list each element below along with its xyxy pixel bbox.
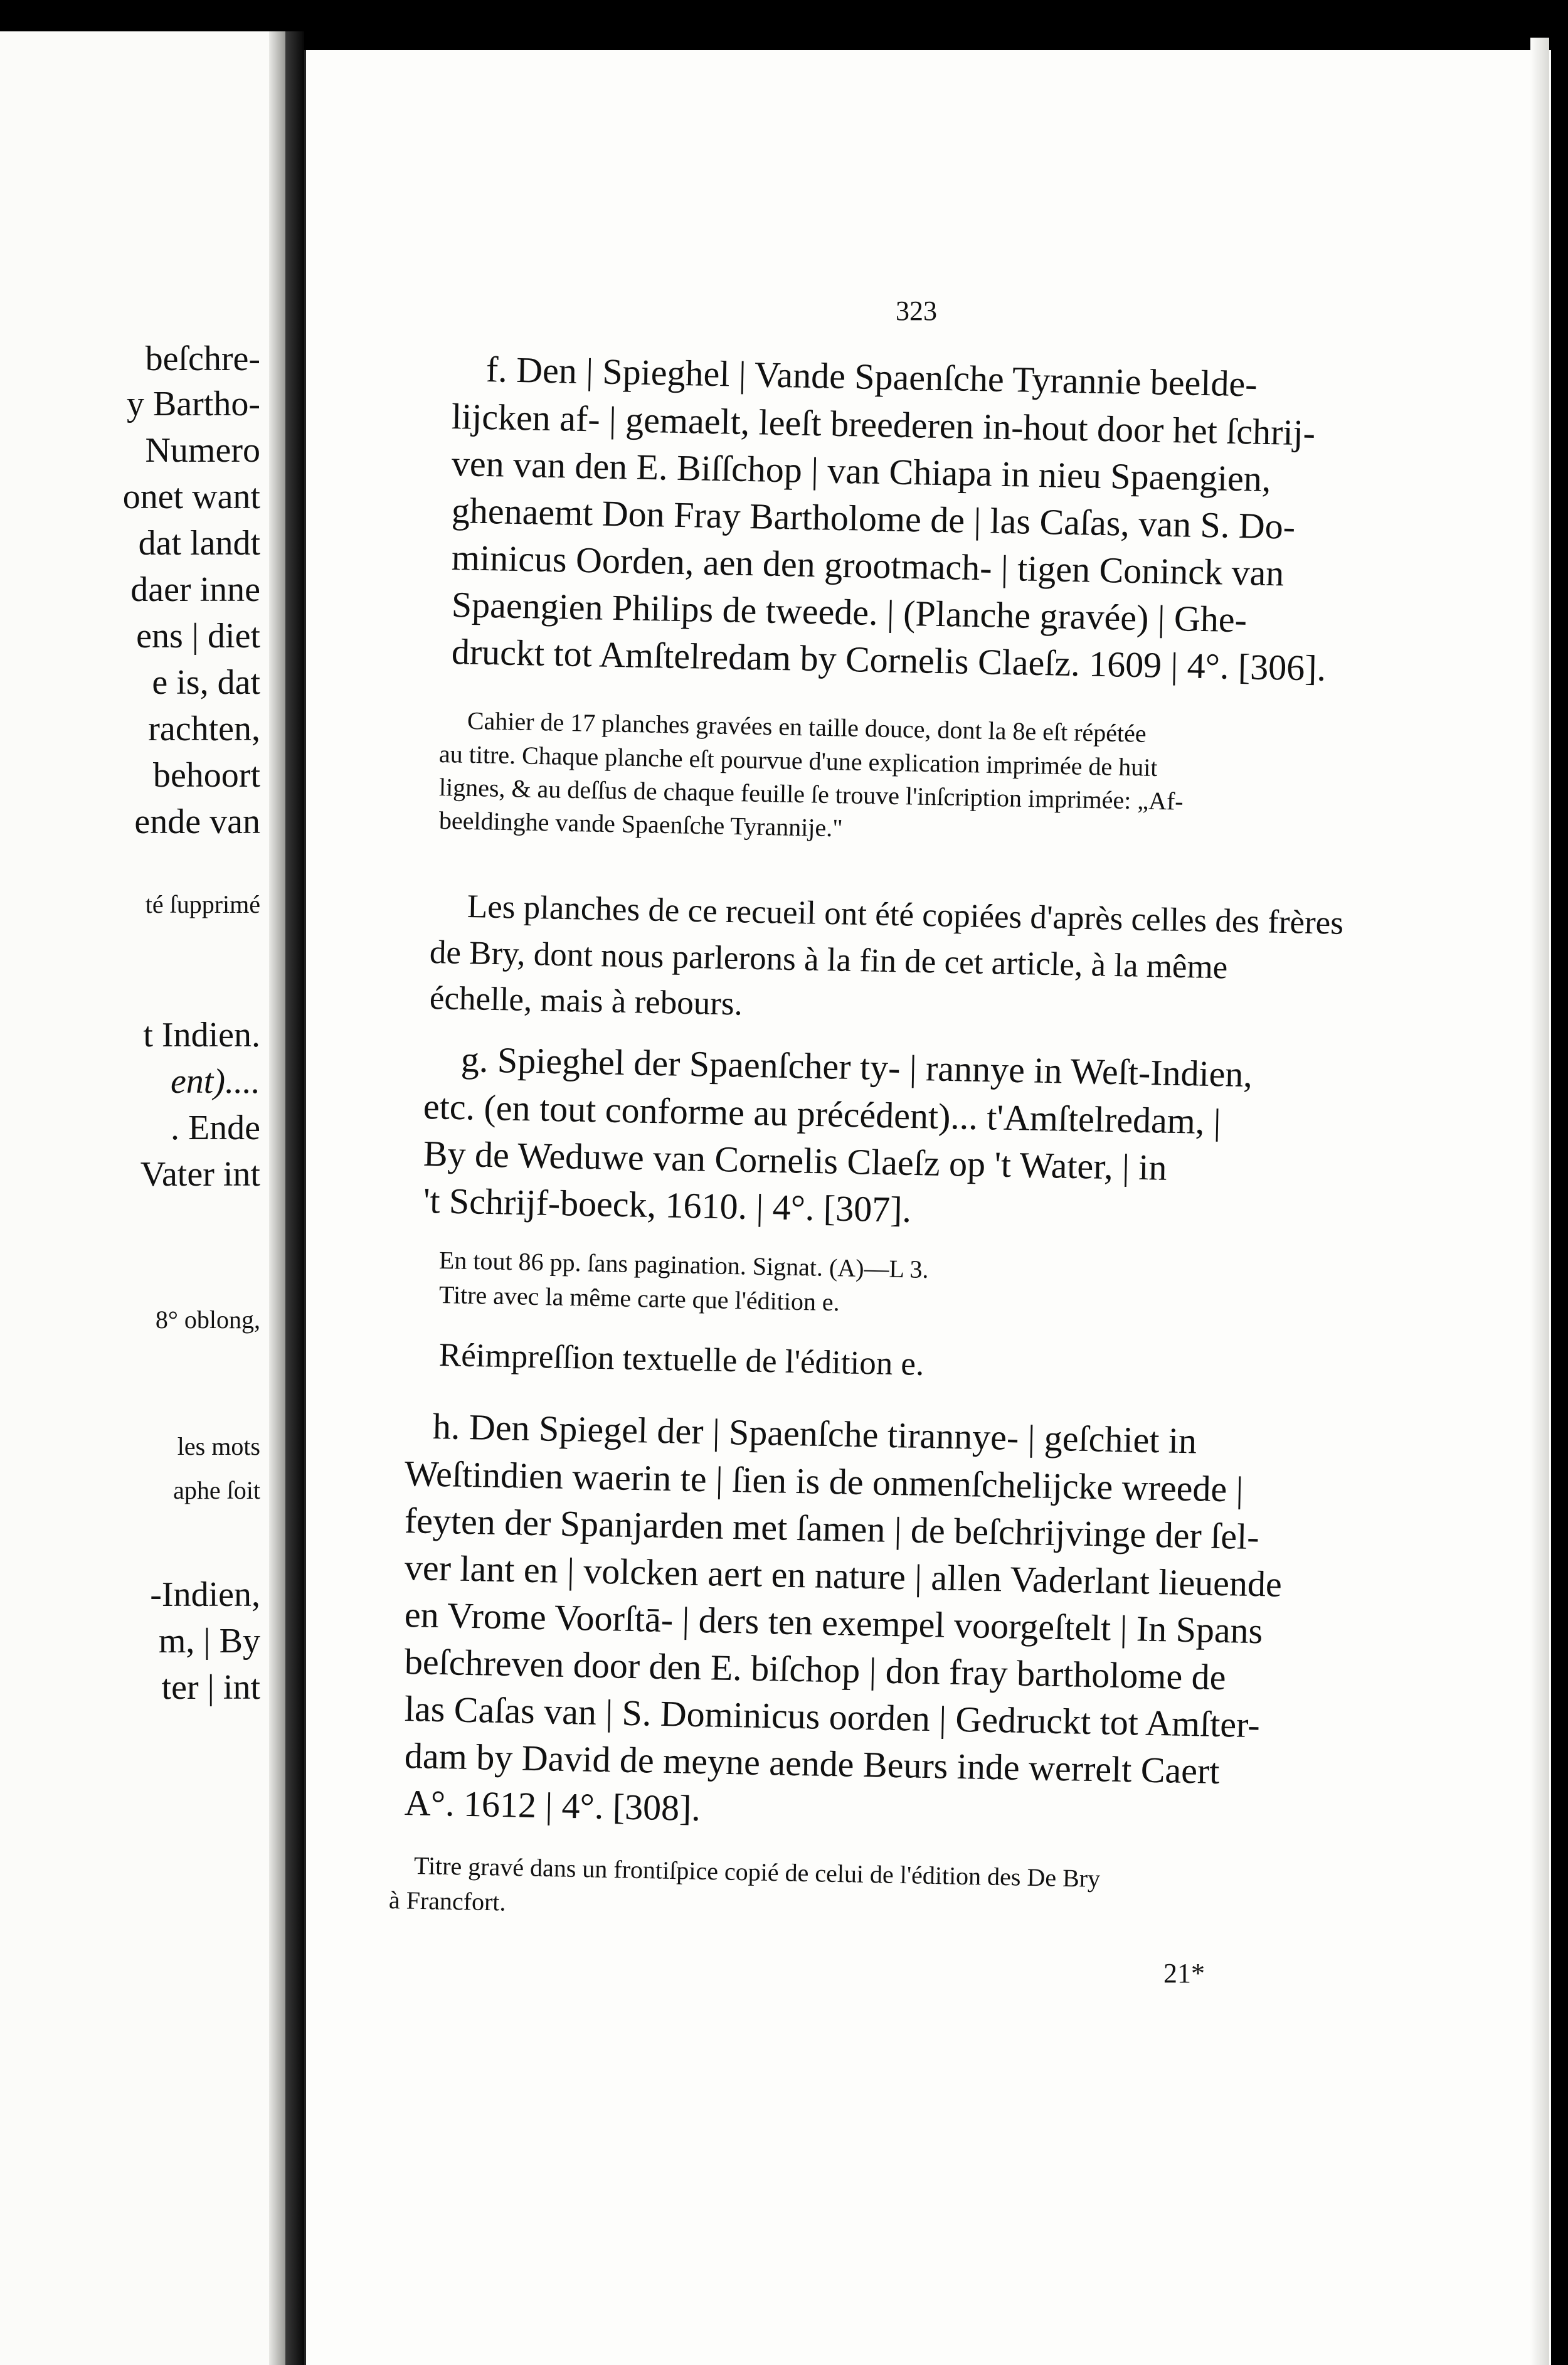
entry-h-line: dam by David de meyne aende Beurs inde werrelt Caert: [404, 1735, 1221, 1792]
entry-h-line: h. Den Spiegel der | Spaenſche tirannye- | geſchiet in: [432, 1406, 1197, 1462]
entry-f-comment-line: échelle, mais à rebours.: [429, 980, 743, 1023]
entry-f-comment-line: Les planches de ce recueil ont été copiées d'après celles des frères: [467, 888, 1344, 942]
left-page-line: ent)....: [170, 1062, 260, 1101]
left-page-line: ens | diet: [136, 617, 260, 656]
entry-f-note-line: au titre. Chaque planche eſt pourvue d'une explication imprimée de huit: [438, 740, 1158, 782]
left-page-line: behoort: [152, 756, 260, 795]
entry-g-note-line: Titre avec la même carte que l'édition e.: [438, 1280, 840, 1317]
entry-f-line: minicus Oorden, aen den grootmach- | tigen Coninck van: [451, 537, 1285, 594]
left-page-line: Vater int: [140, 1155, 260, 1194]
left-page-line: onet want: [122, 477, 260, 516]
entry-g-line: etc. (en tout conforme au précédent)... t'Amſtelredam, |: [423, 1086, 1222, 1142]
left-page-fragment: [0, 31, 285, 2365]
entry-h-line: feyten der Spanjarden met ſamen | de beſchrijvinge der ſel-: [404, 1500, 1260, 1558]
entry-h-line: beſchreven door den E. biſchop | don fray bartholome de: [404, 1641, 1227, 1698]
entry-f-line: f. Den | Spieghel | Vande Spaenſche Tyrannie beelde-: [485, 349, 1258, 405]
left-page-line: Numero: [145, 431, 260, 470]
entry-f-note-line: lignes, & au deſſus de chaque feuille ſe trouve l'inſcription imprimée: „Af-: [438, 773, 1184, 816]
left-page-line: beſchre-: [145, 339, 260, 378]
left-page-line: -Indien,: [150, 1575, 260, 1614]
entry-h-line: A°. 1612 | 4°. [308].: [404, 1782, 701, 1829]
right-page-edge: [1530, 38, 1549, 2365]
left-page-fold-shadow: [269, 31, 285, 2365]
entry-f-line: lijcken af- | gemaelt, leeſt breederen in-hout door het ſchrij-: [451, 396, 1316, 454]
entry-f-note-line: beeldinghe vande Spaenſche Tyrannije.": [438, 806, 843, 842]
entry-g-comment-line: Réimpreſſion textuelle de l'édition e.: [438, 1337, 924, 1383]
book-gutter: [285, 31, 304, 2365]
entry-g-note-line: En tout 86 pp. ſans pagination. Signat. (A)—L 3.: [438, 1246, 929, 1283]
left-page-line: té ſupprimé: [145, 890, 260, 918]
entry-f-note-line: Cahier de 17 planches gravées en taille douce, dont la 8e eſt répétée: [467, 706, 1147, 748]
left-page-line: rachten,: [148, 710, 260, 748]
entry-h-line: las Caſas van | S. Dominicus oorden | Gedruckt tot Amſter-: [404, 1688, 1261, 1746]
left-page-line: dat landt: [138, 524, 260, 563]
left-page-line: e is, dat: [152, 663, 260, 702]
left-page-line: . Ende: [170, 1108, 260, 1147]
left-page-line: ter | int: [161, 1668, 260, 1707]
left-page-line: ende van: [134, 802, 260, 841]
entry-g-line: By de Weduwe van Cornelis Claeſz op 't Water, | in: [423, 1133, 1168, 1188]
entry-h-line: en Vrome Voorſtā- | ders ten exempel voorgeſtelt | In Spans: [404, 1594, 1263, 1652]
left-page-line: daer inne: [130, 570, 260, 609]
left-page-line: t Indien.: [143, 1016, 260, 1055]
entry-f-line: ghenaemt Don Fray Bartholome de | las Caſas, van S. Do-: [451, 490, 1296, 547]
left-page-line: y Bartho-: [126, 385, 260, 423]
entry-f-line: druckt tot Amſtelredam by Cornelis Claeſz. 1609 | 4°. [306].: [451, 631, 1327, 689]
entry-f-comment-line: de Bry, dont nous parlerons à la fin de cet article, à la même: [429, 934, 1228, 986]
left-page-line: m, | By: [158, 1622, 260, 1661]
signature-mark: 21*: [1163, 1958, 1205, 1989]
left-page-line: 8° oblong,: [155, 1305, 260, 1334]
entry-f-line: Spaengien Philips de tweede. | (Planche gravée) | Ghe-: [451, 584, 1248, 640]
page-number: 323: [896, 295, 937, 326]
entry-h-note-line: Titre gravé dans un frontiſpice copié de celui de l'édition des De Bry: [413, 1851, 1101, 1893]
entry-g-line: g. Spieghel der Spaenſcher ty- | rannye in Weſt-Indien,: [460, 1039, 1253, 1095]
entry-g-line: 't Schrijf-boeck, 1610. | 4°. [307].: [423, 1180, 912, 1230]
entry-h-note-line: à Francfort.: [388, 1886, 506, 1916]
entry-h-line: ver lant en | volcken aert en nature | allen Vaderlant lieuende: [404, 1547, 1283, 1605]
left-page-line: les mots: [177, 1432, 260, 1460]
entry-f-line: ven van den E. Biſſchop | van Chiapa in nieu Spaengien,: [451, 443, 1272, 500]
entry-h-line: Weſtindien waerin te | ſien is de onmenſchelijcke wreede |: [404, 1453, 1244, 1510]
left-page-line: aphe ſoit: [173, 1476, 260, 1504]
